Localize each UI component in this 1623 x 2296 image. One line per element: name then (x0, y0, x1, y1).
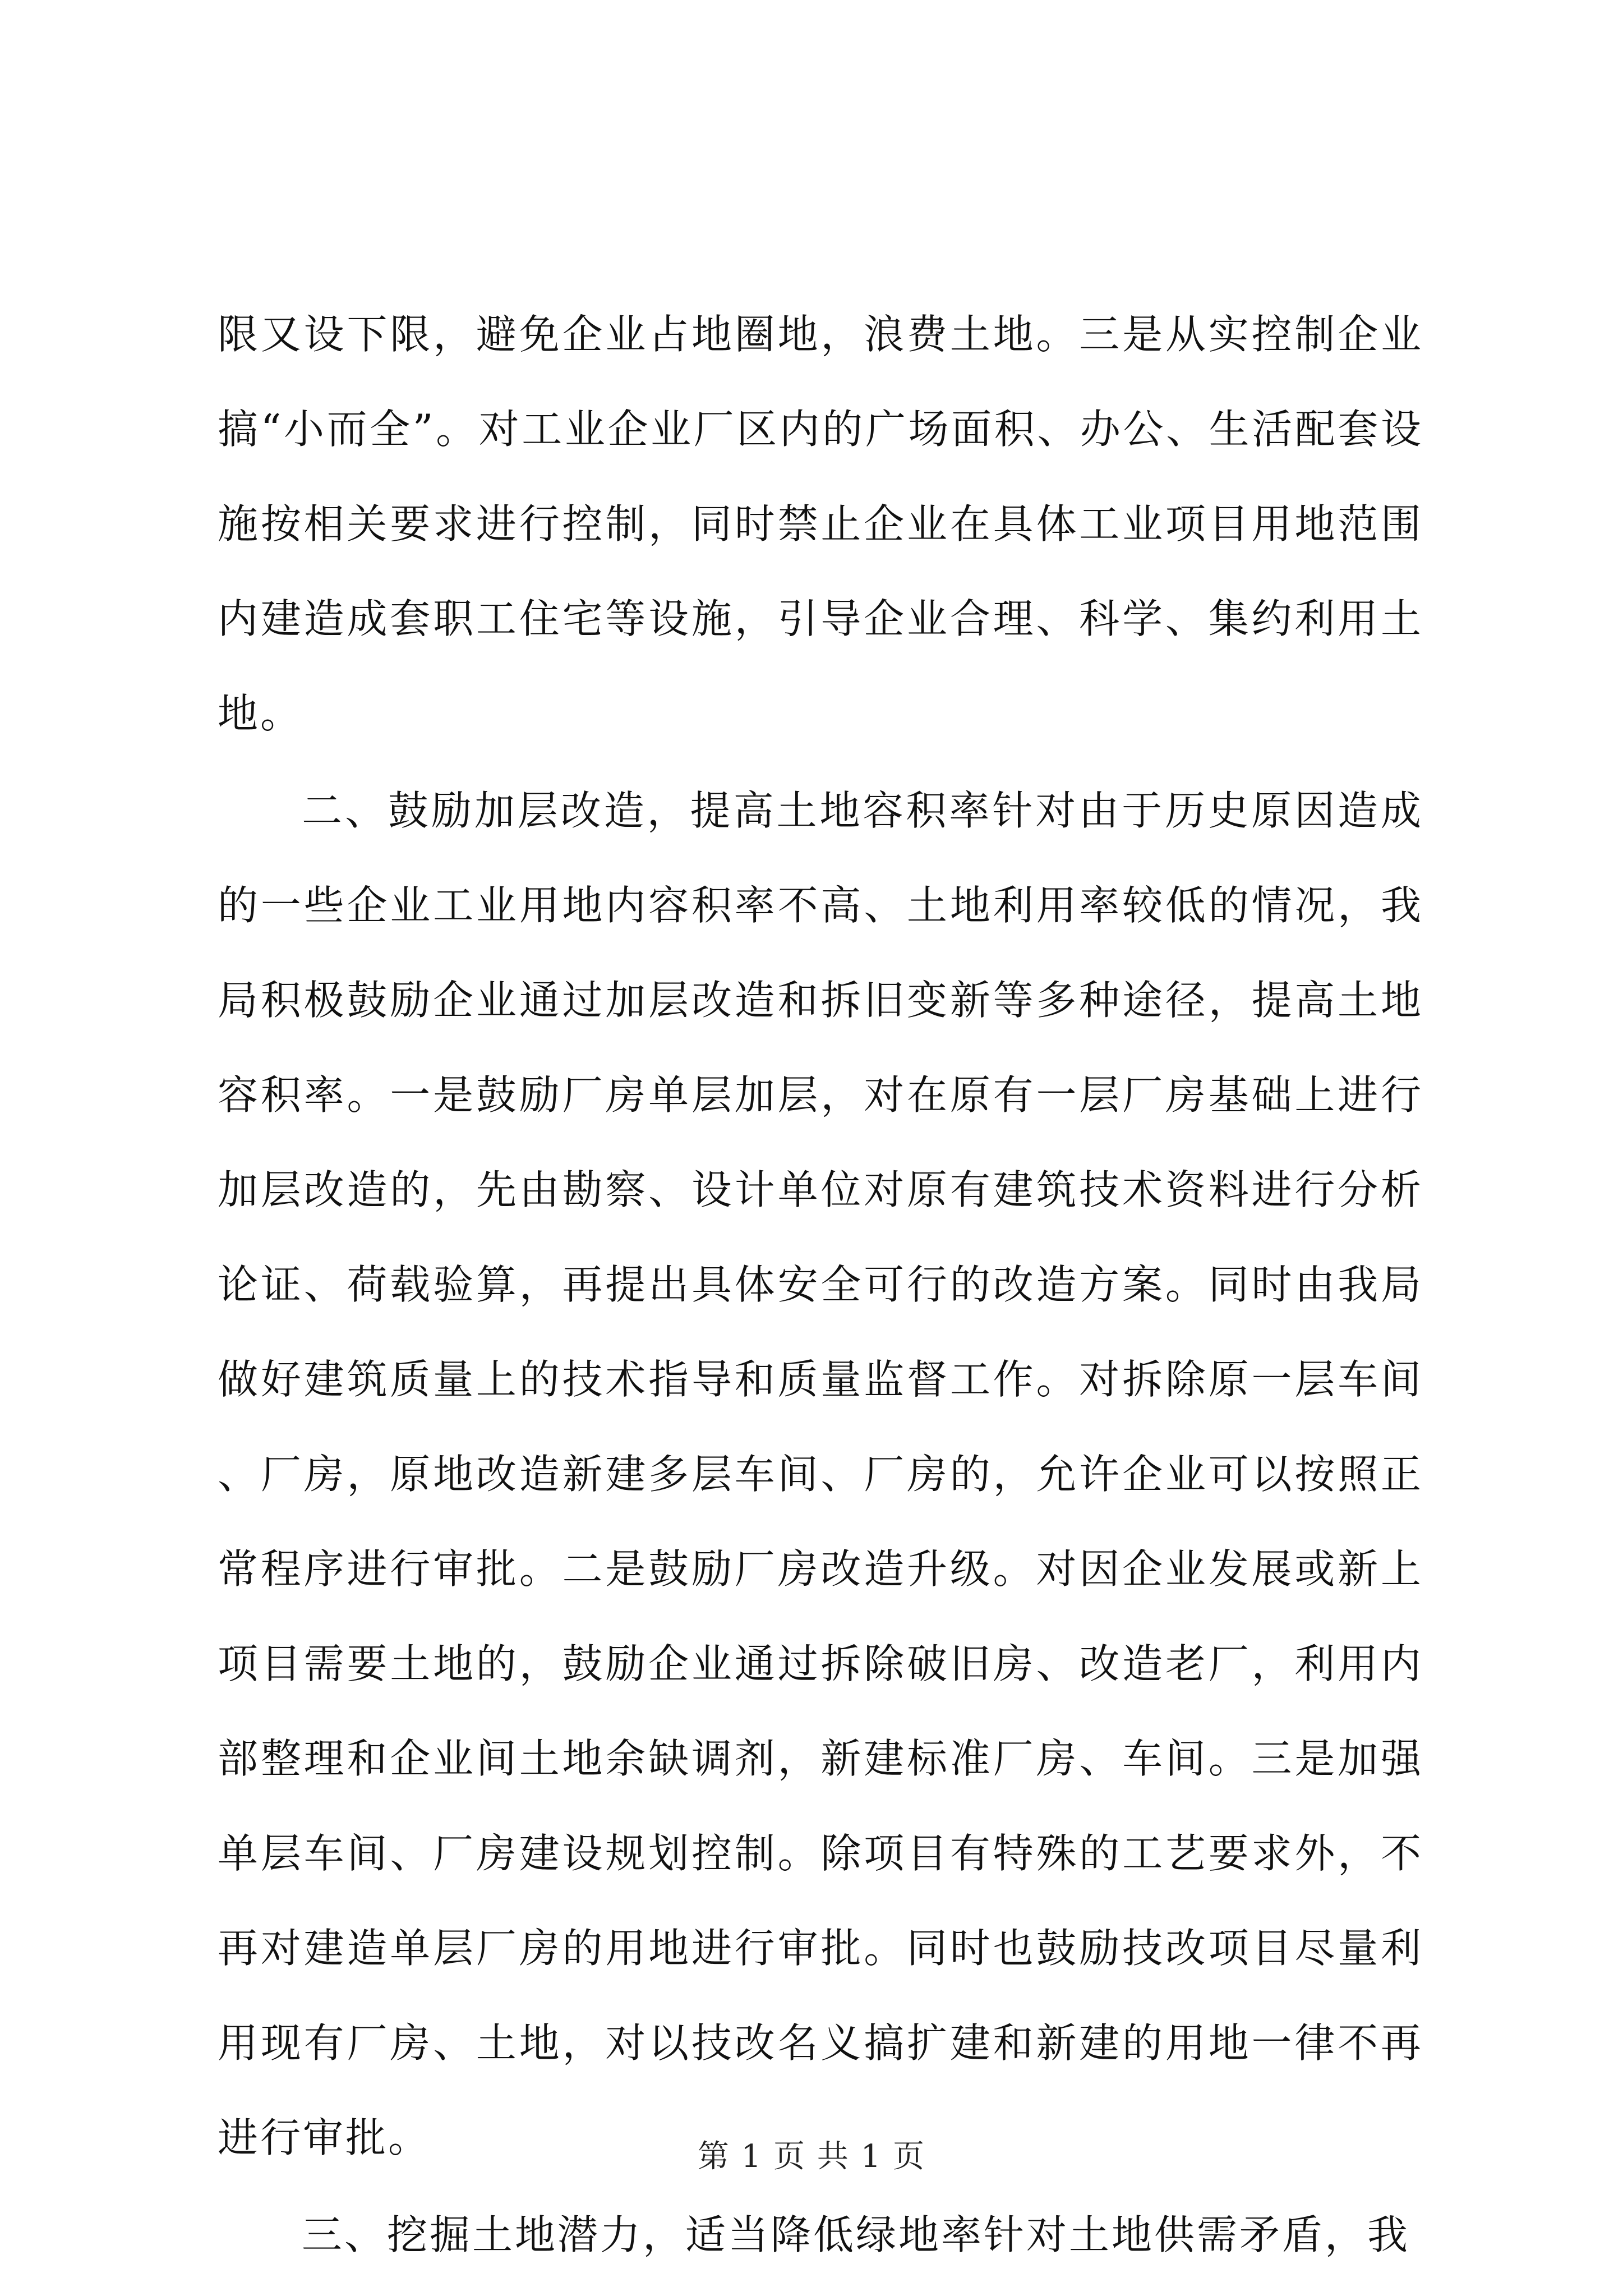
document-body (218, 287, 1423, 2283)
paragraph-section-two: 二、鼓励加层改造，提高土地容积率针对由于历史原因造成的一些企业工业用地内容积率不高、土地利用率较低的情况，我局积极鼓励企业通过加层改造和拆旧变新等多种途径，提高土地容积率。一是鼓励厂房单层加层，对在原有一层厂房基础上进行加层改造的，先由勘察、设计单位对原有建筑技术资料进行分析论证、荷载验算，再提出具体安全可行的改造方案。同时由我局做好建筑质量上的技术指导和质量监督工作。对拆除原一层车间、厂房，原地改造新建多层车间、厂房的，允许企业可以按照正常程序进行审批。二是鼓励厂房改造升级。对因企业发展或新上项目需要土地的，鼓励企业通过拆除破旧房、改造老厂，利用内部整理和企业间土地余缺调剂，新建标准厂房、车间。三是加强单层车间、厂房建设规划控制。除项目有特殊的工艺要求外，不再对建造单层厂房的用地进行审批。同时也鼓励技改项目尽量利用现有厂房、土地，对以技改名义搞扩建和新建的用地一律不再进行审批。 (218, 787, 1423, 2161)
page-footer: 第 1 页 共 1 页 (697, 2138, 926, 2175)
paragraph-section-three: 三、挖掘土地潜力，适当降低绿地率针对土地供需矛盾，我 (302, 2211, 1410, 2258)
paragraph-continuation: 限又设下限，避免企业占地圈地，浪费土地。三是从实控制企业搞“小而全”。对工业企业厂区内的广场面积、办公、生活配套设施按相关要求进行控制，同时禁止企业在具体工业项目用地范围内建造成套职工住宅等设施，引导企业合理、科学、集约利用土地。 (218, 311, 1423, 737)
